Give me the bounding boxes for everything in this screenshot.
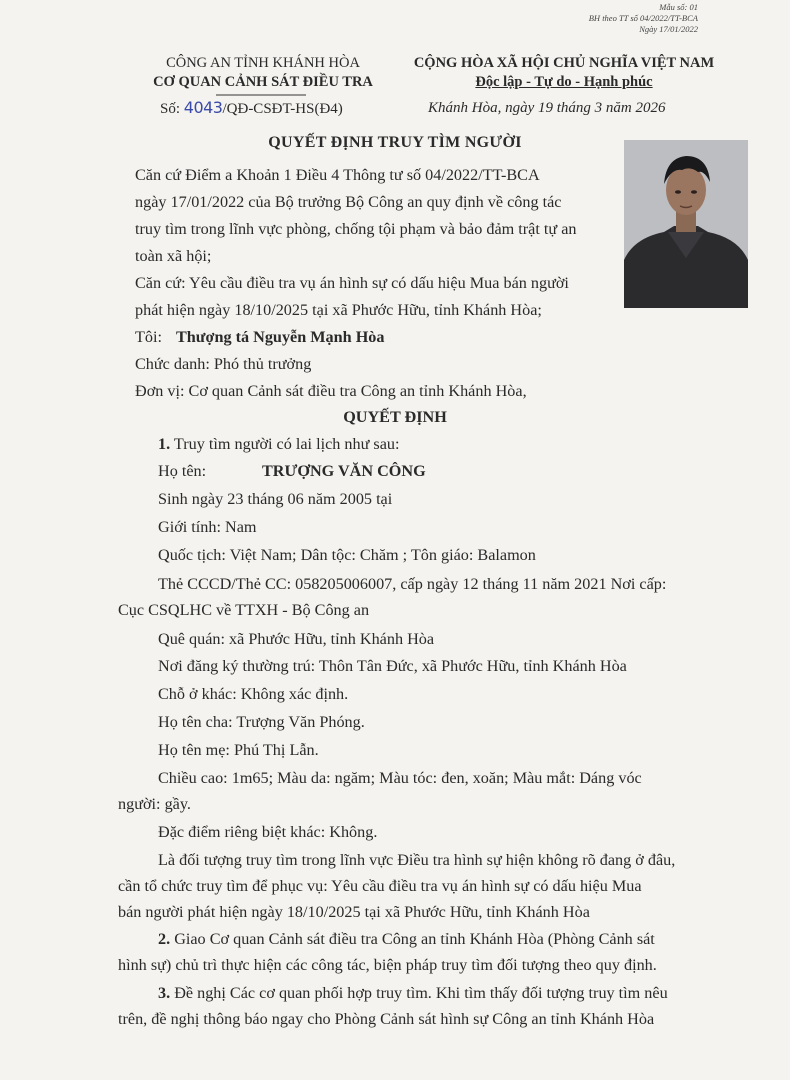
subject-status-line3: bán người phát hiện ngày 18/10/2025 tại xã Phước Hữu, tỉnh Khánh Hòa <box>118 903 590 921</box>
other-residence: Chỗ ở khác: Không xác định. <box>158 685 349 703</box>
agency-underline <box>216 94 306 96</box>
birth-info: Sinh ngày 23 tháng 06 năm 2005 tại <box>158 490 393 508</box>
mother-name: Họ tên mẹ: Phú Thị Lẫn. <box>158 741 319 759</box>
subject-status-line2: cần tổ chức truy tìm để phục vụ: Yêu cầu điều tra vụ án hình sự có dấu hiệu Mua <box>118 877 642 895</box>
hometown: Quê quán: xã Phước Hữu, tỉnh Khánh Hòa <box>158 630 435 648</box>
father-name: Họ tên cha: Trượng Văn Phóng. <box>158 713 365 731</box>
document-number-label: Số: <box>160 101 181 117</box>
nationality: Quốc tịch: Việt Nam; Dân tộc: Chăm ; Tôn giáo: Balamon <box>158 546 536 564</box>
form-code-line: Ngày 17/01/2022 <box>639 24 698 34</box>
signer-label: Tôi: <box>135 328 162 346</box>
fullname-label: Họ tên: <box>158 462 207 480</box>
preamble-line: ngày 17/01/2022 của Bộ trưởng Bộ Công an quy định về công tác <box>135 193 562 211</box>
preamble-line: phát hiện ngày 18/10/2025 tại xã Phước Hữu, tỉnh Khánh Hòa; <box>135 301 542 319</box>
preamble-line: Căn cứ: Yêu cầu điều tra vụ án hình sự có dấu hiệu Mua bán người <box>135 274 569 292</box>
form-code <box>589 2 698 35</box>
gender: Giới tính: Nam <box>158 518 257 536</box>
preamble-line: truy tìm trong lĩnh vực phòng, chống tội phạm và bảo đảm trật tự an <box>135 220 577 238</box>
item2-number: 2. <box>158 930 171 948</box>
preamble-line: toàn xã hội; <box>135 247 212 265</box>
place-date: Khánh Hòa, ngày 19 tháng 3 năm 2026 <box>428 100 666 116</box>
id-card-line1: Thẻ CCCD/Thẻ CC: 058205006007, cấp ngày 12 tháng 11 năm 2021 Nơi cấp: <box>158 575 667 593</box>
document-number <box>160 98 343 118</box>
document-number-handwritten: 4043 <box>183 98 223 117</box>
item1-heading <box>158 435 400 454</box>
item2-line1 <box>158 930 655 949</box>
physical-traits-line2: người: gầy. <box>118 795 191 813</box>
document-number-suffix: /QĐ-CSĐT-HS(Đ4) <box>222 101 343 117</box>
item3-line2: trên, đề nghị thông báo ngay cho Phòng Cảnh sát hình sự Công an tỉnh Khánh Hòa <box>118 1010 655 1028</box>
document-title: QUYẾT ĐỊNH TRUY TÌM NGƯỜI <box>268 134 522 151</box>
national-header <box>392 54 736 92</box>
item2-text: Giao Cơ quan Cảnh sát điều tra Công an tỉnh Khánh Hòa (Phòng Cảnh sát <box>174 930 655 948</box>
decision-heading: QUYẾT ĐỊNH <box>343 408 447 426</box>
preamble-line: Căn cứ Điểm a Khoản 1 Điều 4 Thông tư số 04/2022/TT-BCA <box>135 166 540 184</box>
subject-status-line1: Là đối tượng truy tìm trong lĩnh vực Điều tra hình sự hiện không rõ đang ở đâu, <box>158 851 676 869</box>
special-traits: Đặc điểm riêng biệt khác: Không. <box>158 823 378 841</box>
agency-header <box>128 54 398 92</box>
item3-number: 3. <box>158 984 171 1002</box>
signer-unit: Đơn vị: Cơ quan Cảnh sát điều tra Công an tỉnh Khánh Hòa, <box>135 382 527 400</box>
id-card-line2: Cục CSQLHC về TTXH - Bộ Công an <box>118 601 370 619</box>
signer-position: Chức danh: Phó thủ trưởng <box>135 355 312 373</box>
agency-name: CƠ QUAN CẢNH SÁT ĐIỀU TRA <box>153 74 373 90</box>
form-code-line: BH theo TT số 04/2022/TT-BCA <box>588 13 698 23</box>
agency-parent: CÔNG AN TỈNH KHÁNH HÒA <box>166 55 360 71</box>
physical-traits-line1: Chiều cao: 1m65; Màu da: ngăm; Màu tóc: đen, xoăn; Màu mắt: Dáng vóc <box>158 769 642 787</box>
item1-heading-text: Truy tìm người có lai lịch như sau: <box>173 435 400 453</box>
person-silhouette-icon <box>624 140 748 308</box>
permanent-residence: Nơi đăng ký thường trú: Thôn Tân Đức, xã Phước Hữu, tỉnh Khánh Hòa <box>158 657 627 675</box>
signer-name: Thượng tá Nguyễn Mạnh Hòa <box>176 328 385 346</box>
suspect-photo <box>624 140 748 308</box>
item2-line2: hình sự) chủ trì thực hiện các công tác, biện pháp truy tìm đối tượng theo quy định. <box>118 956 657 974</box>
form-code-line: Mẫu số: 01 <box>659 2 698 12</box>
item3-line1 <box>158 984 668 1003</box>
item1-number: 1. <box>158 435 171 453</box>
fullname-value: TRƯỢNG VĂN CÔNG <box>262 462 426 480</box>
national-title: CỘNG HÒA XÃ HỘI CHỦ NGHĨA VIỆT NAM <box>413 55 715 71</box>
item3-text: Đề nghị Các cơ quan phối hợp truy tìm. Khi tìm thấy đối tượng truy tìm nêu <box>174 984 668 1002</box>
national-motto: Độc lập - Tự do - Hạnh phúc <box>475 74 653 90</box>
